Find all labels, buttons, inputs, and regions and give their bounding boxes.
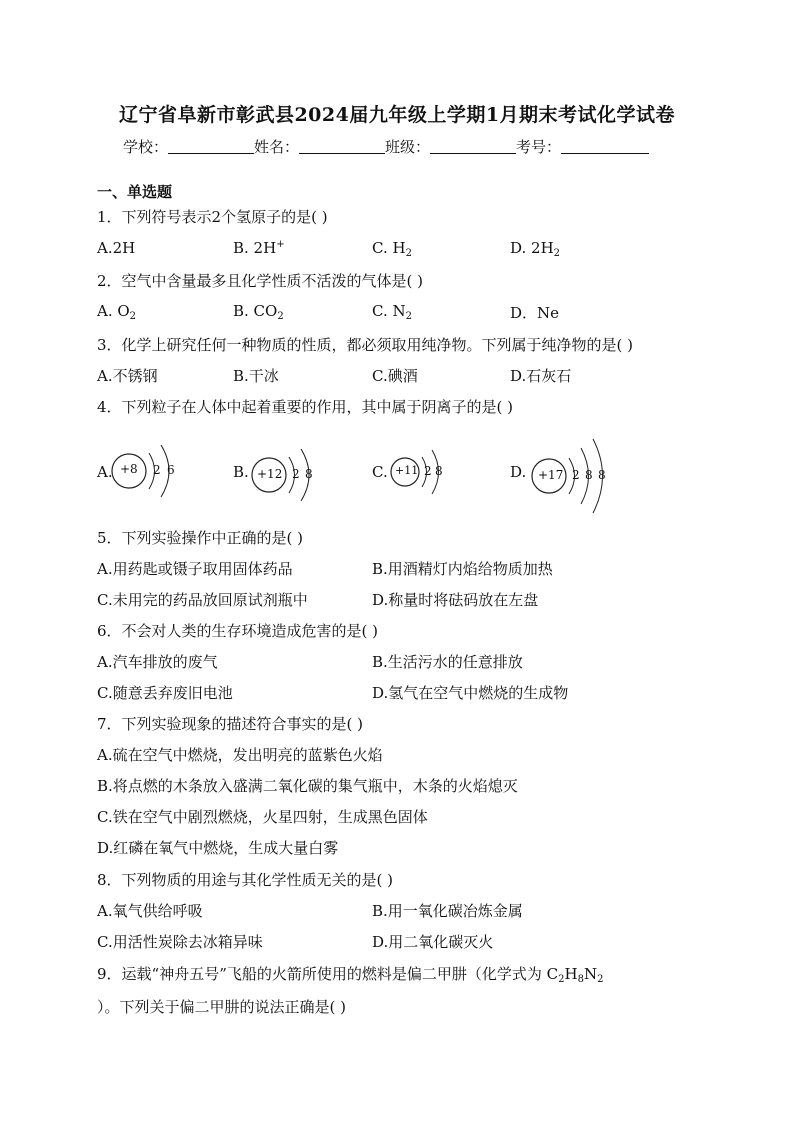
question-6-option-c[interactable]: C.随意丢弃废旧电池 (97, 684, 233, 702)
question-6-option-d[interactable]: D.氢气在空气中燃烧的生成物 (372, 684, 569, 702)
question-4-stem: 4．下列粒子在人体中起着重要的作用，其中属于阴离子的是( ) (97, 398, 514, 416)
atom-d-nucleus: +17 (538, 468, 564, 482)
question-1-stem: 1．下列符号表示2个氢原子的是( ) (97, 208, 328, 226)
question-8-option-a[interactable]: A.氧气供给呼吸 (97, 902, 203, 920)
question-8-option-c[interactable]: C.用活性炭除去冰箱异味 (97, 933, 263, 951)
question-7-option-d[interactable]: D.红磷在氧气中燃烧，生成大量白雾 (97, 839, 339, 857)
question-2-stem: 2．空气中含量最多且化学性质不活泼的气体是( ) (97, 272, 424, 290)
atom-a-nucleus: +8 (120, 462, 138, 476)
school-label: 学校： (123, 138, 169, 156)
question-4-option-a[interactable] (97, 440, 197, 510)
question-3-option-a[interactable]: A.不锈钢 (97, 367, 158, 385)
question-4-option-d[interactable] (510, 436, 620, 516)
question-2-option-d[interactable]: D．Ne (510, 304, 560, 322)
option-a-label: A. (97, 463, 113, 481)
name-label: 姓名： (254, 138, 300, 156)
question-4-option-b[interactable] (233, 440, 333, 510)
page-title: 辽宁省阜新市彰武县2024届九年级上学期1月期末考试化学试卷 (118, 104, 676, 126)
question-8-option-b[interactable]: B.用一氧化碳冶炼金属 (372, 902, 523, 920)
atom-a-shell-1: 2 (153, 463, 161, 477)
question-7-option-b[interactable]: B.将点燃的木条放入盛满二氧化碳的集气瓶中，木条的火焰熄灭 (97, 777, 518, 795)
question-1-option-a[interactable]: A.2H (97, 239, 136, 257)
question-9-stem-line-2: ）。下列关于偏二甲肼的说法正确是( ) (97, 998, 346, 1016)
question-6-stem: 6．不会对人类的生存环境造成危害的是( ) (97, 622, 379, 640)
atom-a-shell-2: 6 (167, 463, 175, 477)
atom-b-nucleus: +12 (257, 467, 283, 481)
question-1-option-b[interactable]: B. 2H+ (233, 239, 285, 257)
question-4-option-c[interactable] (372, 440, 472, 510)
question-2-option-b[interactable]: B. $CO_2$ (233, 302, 284, 322)
atom-d-shell-3: 8 (598, 468, 606, 482)
student-info-line (123, 136, 649, 157)
question-7-option-c[interactable]: C.铁在空气中剧烈燃烧，火星四射，生成黑色固体 (97, 808, 428, 826)
atom-b-diagram (233, 440, 333, 510)
question-2-option-c[interactable]: C. $N_2$ (372, 302, 412, 322)
class-label: 班级： (385, 138, 431, 156)
question-6-option-a[interactable]: A.汽车排放的废气 (97, 653, 218, 671)
question-8-stem: 8．下列物质的用途与其化学性质无关的是( ) (97, 871, 394, 889)
option-b-label: B. (233, 463, 249, 481)
atom-d-shell-1: 2 (572, 468, 580, 482)
question-8-option-d[interactable]: D.用二氧化碳灭火 (372, 933, 494, 951)
question-2-option-a[interactable]: A. $O_2$ (97, 302, 137, 322)
id-label: 考号： (516, 138, 562, 156)
question-3-option-c[interactable]: C.碘酒 (372, 367, 418, 385)
school-blank[interactable] (168, 139, 254, 154)
question-5-option-b[interactable]: B.用酒精灯内焰给物质加热 (372, 560, 553, 578)
option-d-label: D. (510, 463, 527, 481)
question-5-option-d[interactable]: D.称量时将砝码放在左盘 (372, 591, 539, 609)
question-5-option-c[interactable]: C.未用完的药品放回原试剂瓶中 (97, 591, 308, 609)
atom-c-shell-1: 2 (424, 464, 432, 478)
question-1-option-d[interactable]: D. $2H_2$ (510, 239, 561, 259)
question-7-option-a[interactable]: A.硫在空气中燃烧，发出明亮的蓝紫色火焰 (97, 746, 383, 764)
question-3-stem: 3．化学上研究任何一种物质的性质，都必须取用纯净物。下列属于纯净物的是( ) (97, 336, 634, 354)
question-6-option-b[interactable]: B.生活污水的任意排放 (372, 653, 523, 671)
question-1-option-c[interactable]: C. $H_2$ (372, 239, 412, 259)
id-blank[interactable] (561, 139, 649, 154)
atom-c-nucleus: +11 (395, 464, 419, 477)
question-9-stem: 9．运载“神舟五号”飞船的火箭所使用的燃料是偏二甲肼（化学式为 $C_2H_8N_2$ (97, 965, 604, 985)
question-3-option-b[interactable]: B.干冰 (233, 367, 279, 385)
atom-b-shell-1: 2 (292, 467, 300, 481)
section-title: 一、单选题 (97, 183, 173, 201)
question-5-option-a[interactable]: A.用药匙或镊子取用固体药品 (97, 560, 293, 578)
atom-b-shell-2: 8 (305, 467, 313, 481)
question-7-stem: 7．下列实验现象的描述符合事实的是( ) (97, 715, 364, 733)
name-blank[interactable] (299, 139, 385, 154)
question-5-stem: 5．下列实验操作中正确的是( ) (97, 529, 304, 547)
class-blank[interactable] (430, 139, 516, 154)
option-c-label: C. (372, 463, 388, 481)
atom-a-diagram (97, 440, 197, 510)
atom-c-shell-2: 8 (435, 464, 443, 478)
atom-c-diagram (372, 440, 472, 510)
atom-d-shell-2: 8 (585, 468, 593, 482)
question-3-option-d[interactable]: D.石灰石 (510, 367, 572, 385)
